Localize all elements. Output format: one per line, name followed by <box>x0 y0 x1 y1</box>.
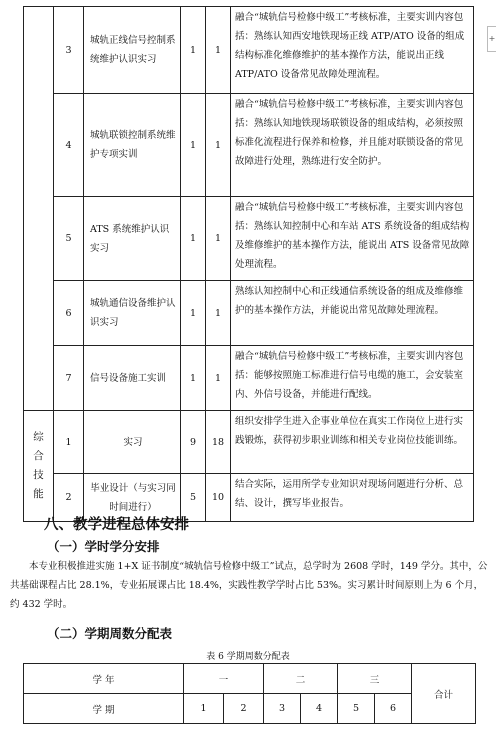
year-1: 一 <box>184 664 264 694</box>
table-row <box>24 197 474 281</box>
course-description: 融合“城轨信号检修中级工”考核标准，主要实训内容包括：熟练认知西安地铁现场正线 ATP/ATO 设备的组成结构标准化维修维护的基本操作方法，能说出正线 ATP/ATO 设备常见故障处理流程。 <box>231 7 474 94</box>
course-value-2: 1 <box>206 197 231 281</box>
table-row <box>24 411 474 474</box>
course-value-2: 1 <box>206 346 231 411</box>
year-3: 三 <box>338 664 412 694</box>
row-no: 4 <box>54 94 84 197</box>
course-table <box>23 6 474 522</box>
year-2: 二 <box>264 664 338 694</box>
course-value-2: 1 <box>206 94 231 197</box>
course-name: 实习 <box>84 411 181 474</box>
term-2: 2 <box>224 694 264 724</box>
term-label: 学 期 <box>24 694 184 724</box>
course-name: 毕业设计（与实习同时间进行） <box>84 474 181 522</box>
course-value-1: 1 <box>181 7 206 94</box>
subsection-heading-2: （二）学期周数分配表 <box>47 626 173 641</box>
category-cell <box>24 411 54 522</box>
term-4: 4 <box>301 694 338 724</box>
course-value-2: 1 <box>206 7 231 94</box>
section-heading: 八、教学进程总体安排 <box>44 517 189 533</box>
total-label: 合计 <box>412 664 476 724</box>
course-description: 熟练认知控制中心和正线通信系统设备的组成及维修维护的基本操作方法，并能说出常见故障处理流程。 <box>231 281 474 346</box>
body-paragraph: 本专业积极推进实施 1+X 证书制度“城轨信号检修中级工”试点，总学时为 2608 学时，149 学分。其中，公共基础课程占比 28.1%，专业拓展课占比 18.4%，实践性教学学时占比 53%。实习累计时间原则上为 6 个月，约 432 学时。 <box>10 561 488 610</box>
course-value-1: 1 <box>181 94 206 197</box>
course-name: 信号设备施工实训 <box>84 346 181 411</box>
course-description: 组织安排学生进入企事业单位在真实工作岗位上进行实践锻炼，获得初步职业训练和相关专业岗位技能训练。 <box>231 411 474 474</box>
course-description: 融合“城轨信号检修中级工”考核标准，主要实训内容包括：熟练认知控制中心和车站 ATS 系统设备的组成结构及维修维护的基本操作方法，能说出 ATS 设备常见故障处理流程。 <box>231 197 474 281</box>
row-no: 7 <box>54 346 84 411</box>
term-row <box>24 694 476 724</box>
year-label: 学 年 <box>24 664 184 694</box>
year-row <box>24 664 476 694</box>
term-3: 3 <box>264 694 301 724</box>
course-name: 城轨通信设备维护认识实习 <box>84 281 181 346</box>
course-value-1: 1 <box>181 197 206 281</box>
table-row <box>24 7 474 94</box>
course-name: 城轨正线信号控制系统维护认识实习 <box>84 7 181 94</box>
table-row <box>24 346 474 411</box>
table-caption: 表 6 学期周数分配表 <box>206 652 290 662</box>
subsection-heading-1: （一）学时学分安排 <box>47 539 160 554</box>
term-5: 5 <box>338 694 375 724</box>
term-6: 6 <box>375 694 412 724</box>
course-description: 结合实际，运用所学专业知识对现场问题进行分析、总结、设计，撰写毕业报告。 <box>231 474 474 522</box>
row-no: 3 <box>54 7 84 94</box>
term-1: 1 <box>184 694 224 724</box>
course-value-1: 9 <box>181 411 206 474</box>
row-no: 1 <box>54 411 84 474</box>
row-no: 5 <box>54 197 84 281</box>
course-value-2: 1 <box>206 281 231 346</box>
course-value-2: 10 <box>206 474 231 522</box>
course-value-1: 1 <box>181 281 206 346</box>
course-name: ATS 系统维护认识实习 <box>84 197 181 281</box>
course-value-1: 5 <box>181 474 206 522</box>
course-name: 城轨联锁控制系统维护专项实训 <box>84 94 181 197</box>
course-value-2: 18 <box>206 411 231 474</box>
table-row <box>24 281 474 346</box>
course-value-1: 1 <box>181 346 206 411</box>
semester-weeks-table <box>23 663 476 724</box>
category-cell-empty <box>24 7 54 411</box>
row-no: 2 <box>54 474 84 522</box>
side-tab[interactable]: + <box>487 26 496 52</box>
table-row <box>24 94 474 197</box>
row-no: 6 <box>54 281 84 346</box>
category-label: 综合技能 <box>33 431 44 500</box>
course-description: 融合“城轨信号检修中级工”考核标准，主要实训内容包括：熟练认知地铁现场联锁设备的组成结构，必须按照标准化流程进行保养和检修，并且能对联锁设备的常见故障进行处理，熟练进行安全防护。 <box>231 94 474 197</box>
course-description: 融合“城轨信号检修中级工”考核标准，主要实训内容包括：能够按照施工标准进行信号电缆的施工，会安装室内、外信号设备，并能进行配线。 <box>231 346 474 411</box>
